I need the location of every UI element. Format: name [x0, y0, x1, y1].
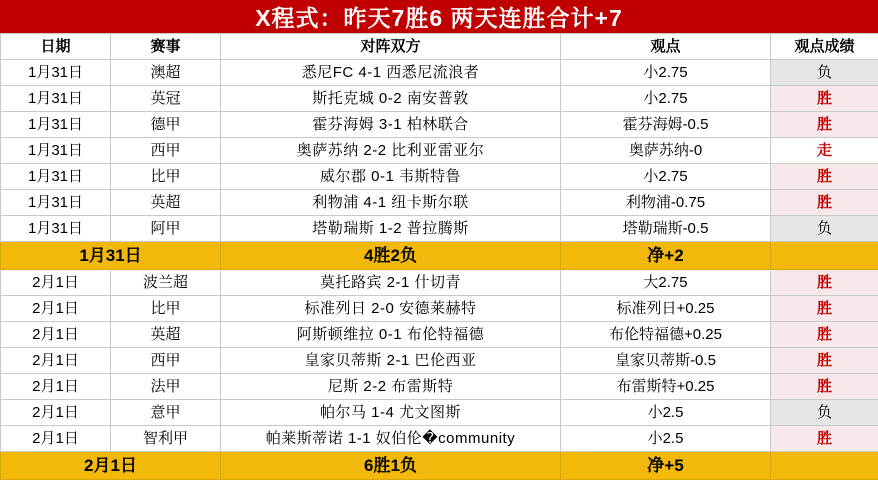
cell-league: 波兰超: [111, 270, 221, 296]
cell-league: 德甲: [111, 112, 221, 138]
column-header-date: 日期: [1, 34, 111, 60]
cell-league: 英冠: [111, 86, 221, 112]
cell-league: 比甲: [111, 164, 221, 190]
cell-result: 胜: [771, 426, 878, 452]
cell-view: 奥萨苏纳-0: [561, 138, 771, 164]
cell-result: 走: [771, 138, 878, 164]
cell-result: 胜: [771, 296, 878, 322]
cell-view: 大2.75: [561, 270, 771, 296]
cell-date: 1月31日: [1, 164, 111, 190]
cell-date: 1月31日: [1, 112, 111, 138]
cell-date: 2月1日: [1, 426, 111, 452]
summary-row: [1, 452, 878, 480]
cell-view: 布雷斯特+0.25: [561, 374, 771, 400]
cell-league: 英超: [111, 322, 221, 348]
table-row: [1, 270, 878, 296]
table-row: [1, 374, 878, 400]
cell-result: 胜: [771, 86, 878, 112]
column-header-result: 观点成绩: [771, 34, 878, 60]
cell-league: 澳超: [111, 60, 221, 86]
table-row: [1, 426, 878, 452]
column-header-match: 对阵双方: [221, 34, 561, 60]
cell-view: 小2.75: [561, 86, 771, 112]
summary-net: 净+2: [561, 242, 771, 270]
cell-result: 负: [771, 216, 878, 242]
table-row: [1, 164, 878, 190]
table-row: [1, 400, 878, 426]
cell-result: 胜: [771, 348, 878, 374]
table-row: [1, 348, 878, 374]
cell-match: 莫托路宾 2-1 什切青: [221, 270, 561, 296]
cell-match: 标准列日 2-0 安德莱赫特: [221, 296, 561, 322]
cell-view: 塔勒瑞斯-0.5: [561, 216, 771, 242]
cell-view: 布伦特福德+0.25: [561, 322, 771, 348]
cell-date: 2月1日: [1, 374, 111, 400]
cell-view: 霍芬海姆-0.5: [561, 112, 771, 138]
cell-match: 霍芬海姆 3-1 柏林联合: [221, 112, 561, 138]
cell-league: 英超: [111, 190, 221, 216]
cell-result: 胜: [771, 374, 878, 400]
header-row: [1, 34, 878, 60]
summary-date: 2月1日: [1, 452, 221, 480]
cell-league: 阿甲: [111, 216, 221, 242]
table-row: [1, 216, 878, 242]
cell-league: 意甲: [111, 400, 221, 426]
cell-match: 塔勒瑞斯 1-2 普拉腾斯: [221, 216, 561, 242]
cell-league: 法甲: [111, 374, 221, 400]
cell-view: 皇家贝蒂斯-0.5: [561, 348, 771, 374]
table-row: [1, 60, 878, 86]
cell-match: 帕莱斯蒂诺 1-1 奴伯伦�community: [221, 426, 561, 452]
cell-league: 西甲: [111, 348, 221, 374]
cell-view: 小2.5: [561, 400, 771, 426]
cell-date: 2月1日: [1, 322, 111, 348]
cell-match: 皇家贝蒂斯 2-1 巴伦西亚: [221, 348, 561, 374]
cell-date: 2月1日: [1, 348, 111, 374]
cell-view: 利物浦-0.75: [561, 190, 771, 216]
cell-result: 负: [771, 60, 878, 86]
summary-record: 4胜2负: [221, 242, 561, 270]
cell-view: 标准列日+0.25: [561, 296, 771, 322]
cell-match: 悉尼FC 4-1 西悉尼流浪者: [221, 60, 561, 86]
match-table: [0, 33, 878, 480]
cell-result: 胜: [771, 112, 878, 138]
summary-net: 净+5: [561, 452, 771, 480]
cell-match: 帕尔马 1-4 尤文图斯: [221, 400, 561, 426]
cell-date: 1月31日: [1, 138, 111, 164]
cell-result: 胜: [771, 270, 878, 296]
summary-row: [1, 242, 878, 270]
summary-blank: [771, 452, 878, 480]
table-row: [1, 86, 878, 112]
table-row: [1, 138, 878, 164]
summary-date: 1月31日: [1, 242, 221, 270]
page-title: X程式：昨天7胜6 两天连胜合计+7: [0, 0, 878, 33]
column-header-view: 观点: [561, 34, 771, 60]
cell-date: 1月31日: [1, 60, 111, 86]
cell-view: 小2.75: [561, 60, 771, 86]
cell-match: 威尔郡 0-1 韦斯特鲁: [221, 164, 561, 190]
cell-result: 负: [771, 400, 878, 426]
table-header: [1, 34, 878, 60]
cell-result: 胜: [771, 322, 878, 348]
cell-date: 1月31日: [1, 190, 111, 216]
table-row: [1, 112, 878, 138]
cell-date: 2月1日: [1, 296, 111, 322]
cell-date: 1月31日: [1, 86, 111, 112]
cell-date: 2月1日: [1, 400, 111, 426]
table-row: [1, 190, 878, 216]
column-header-league: 赛事: [111, 34, 221, 60]
cell-league: 西甲: [111, 138, 221, 164]
cell-result: 胜: [771, 190, 878, 216]
cell-view: 小2.75: [561, 164, 771, 190]
cell-date: 2月1日: [1, 270, 111, 296]
table-row: [1, 322, 878, 348]
cell-league: 智利甲: [111, 426, 221, 452]
cell-match: 阿斯顿维拉 0-1 布伦特福德: [221, 322, 561, 348]
table-body: [1, 60, 878, 480]
cell-match: 奥萨苏纳 2-2 比利亚雷亚尔: [221, 138, 561, 164]
cell-match: 斯托克城 0-2 南安普敦: [221, 86, 561, 112]
cell-match: 利物浦 4-1 纽卡斯尔联: [221, 190, 561, 216]
table-row: [1, 296, 878, 322]
cell-view: 小2.5: [561, 426, 771, 452]
cell-date: 1月31日: [1, 216, 111, 242]
cell-match: 尼斯 2-2 布雷斯特: [221, 374, 561, 400]
cell-result: 胜: [771, 164, 878, 190]
summary-record: 6胜1负: [221, 452, 561, 480]
cell-league: 比甲: [111, 296, 221, 322]
summary-blank: [771, 242, 878, 270]
